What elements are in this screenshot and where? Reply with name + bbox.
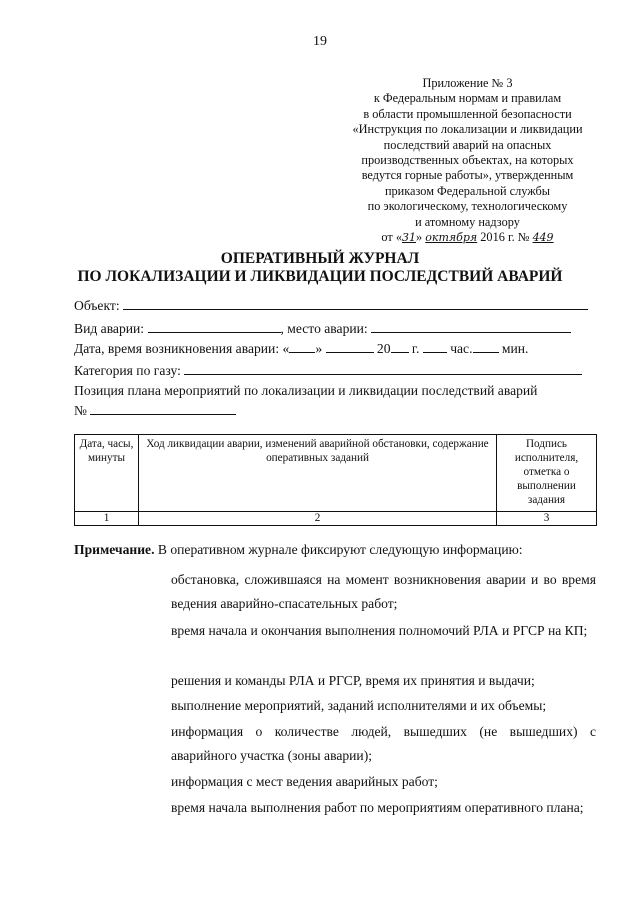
- header-date: Дата, часы, минуты: [75, 435, 139, 512]
- column-number-3: 3: [497, 512, 597, 526]
- order-number: 449: [532, 231, 554, 245]
- accident-type-blank[interactable]: [148, 320, 281, 333]
- journal-table: [74, 434, 597, 526]
- appendix-line: к Федеральным нормам и правилам: [373, 91, 562, 106]
- note-item: информация с мест ведения аварийных работ;: [171, 774, 438, 789]
- month-blank[interactable]: [326, 340, 374, 353]
- header-signature: Подпись исполнителя, отметка о выполнении задания: [497, 435, 597, 512]
- gas-category-field: [74, 362, 582, 379]
- plan-number-field: №: [74, 402, 236, 419]
- appendix-line: Приложение № 3: [422, 76, 513, 90]
- note-item: информация о количестве людей, вышедших (не вышедших) с аварийного участка (зоны аварии);: [171, 724, 596, 763]
- order-date-line: от «31» октября 2016 г. № 449: [381, 230, 554, 245]
- order-month: октября: [425, 231, 478, 245]
- object-label: Объект:: [74, 298, 120, 313]
- datetime-field: Дата, время возникновения аварии: « » 20 г. час. мин.: [74, 341, 529, 356]
- note-item: обстановка, сложившаяся на момент возникновения аварии и во время ведения аварийно-спасательных работ;: [171, 572, 596, 611]
- appendix-block: [325, 76, 610, 245]
- note-item: время начала выполнения работ по мероприятиям оперативного плана;: [171, 800, 584, 815]
- appendix-line: по экологическому, технологическому: [367, 199, 568, 214]
- appendix-line: приказом Федеральной службы: [384, 183, 551, 198]
- appendix-line: производственных объектах, на которых: [361, 153, 574, 168]
- title-line-2: ПО ЛОКАЛИЗАЦИИ И ЛИКВИДАЦИИ ПОСЛЕДСТВИЙ АВАРИЙ: [77, 268, 563, 285]
- note-heading: [74, 542, 523, 558]
- accident-type-field: [74, 320, 571, 337]
- header-progress: Ход ликвидации аварии, изменений аварийной обстановки, содержание оперативных заданий: [139, 435, 497, 512]
- gas-category-blank[interactable]: [184, 362, 582, 375]
- year-blank[interactable]: [391, 340, 409, 353]
- table-header-row: [75, 435, 597, 512]
- object-blank[interactable]: [123, 297, 588, 310]
- hour-blank[interactable]: [423, 340, 447, 353]
- document-title: [0, 250, 640, 286]
- plan-number-blank[interactable]: [90, 402, 236, 415]
- appendix-line: ведутся горные работы», утвержденным: [361, 168, 574, 183]
- note-item: выполнение мероприятий, заданий исполнителями и их объемы;: [171, 698, 547, 713]
- appendix-line: «Инструкция по локализации и ликвидации: [352, 122, 583, 137]
- note-item: время начала и окончания выполнения полномочий РЛА и РГСР на КП;: [171, 623, 588, 638]
- note-item: решения и команды РЛА и РГСР, время их принятия и выдачи;: [171, 673, 535, 688]
- day-blank[interactable]: [289, 340, 315, 353]
- column-number-2: 2: [139, 512, 497, 526]
- appendix-line: в области промышленной безопасности: [363, 106, 572, 121]
- note-intro: В оперативном журнале фиксируют следующую информацию:: [154, 542, 523, 557]
- gas-category-label: Категория по газу:: [74, 363, 181, 378]
- title-line-1: ОПЕРАТИВНЫЙ ЖУРНАЛ: [220, 250, 420, 267]
- datetime-label: Дата, время возникновения аварии: «: [74, 341, 290, 356]
- order-day: 31: [402, 231, 417, 245]
- minute-blank[interactable]: [473, 340, 499, 353]
- page-number: 19: [313, 34, 327, 49]
- appendix-line: последствий аварий на опасных: [383, 137, 552, 152]
- plan-position-label: Позиция плана мероприятий по локализации и ликвидации последствий аварий: [74, 383, 538, 398]
- table-number-row: [75, 512, 597, 526]
- accident-type-label: Вид аварии:: [74, 321, 145, 336]
- appendix-line: и атомному надзору: [415, 214, 520, 229]
- accident-place-label: , место аварии:: [280, 321, 368, 336]
- object-field: [74, 297, 588, 314]
- accident-place-blank[interactable]: [371, 320, 571, 333]
- column-number-1: 1: [75, 512, 139, 526]
- note-label: Примечание.: [74, 542, 155, 557]
